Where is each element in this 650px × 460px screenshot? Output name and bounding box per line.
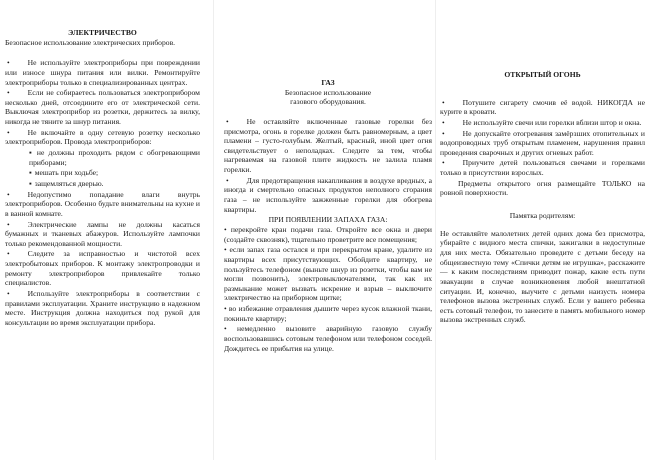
electricity-subitem: ▪ мешать при ходьбе;: [5, 168, 200, 178]
open-fire-title: ОТКРЫТЫЙ ОГОНЬ: [504, 70, 581, 79]
electricity-item: • Используйте электроприборы в соответствии с правилами эксплуатации. Храните инструкцию в надежном месте. Инструкция должна находиться под рукой для консультации во время эксплуатации прибора.: [5, 289, 200, 328]
gas-leak-item: • перекройте кран подачи газа. Откройте все окна и двери (создайте сквозняк), тщательно проветрите все помещения;: [224, 224, 432, 244]
electricity-title: ЭЛЕКТРИЧЕСТВО: [68, 28, 137, 37]
electricity-item: • Не используйте электроприборы при повреждении или износе шнура питания или вилки. Ремонтируйте электроприборы только в специализированных центрах.: [5, 58, 200, 87]
electricity-subtitle: Безопасное использование электрических приборов.: [5, 37, 176, 47]
parents-memo-text: Не оставляйте малолетних детей одних дома без присмотра, убирайте с видного места спички, зажигалки в недоступные для них места. Обязательно проведите с детьми беседу на общеизвестную тему «Спички детям не игрушка», расскажите — к каким последствиям приводит пожар, какие есть пути эвакуации в случае возникновения любой внештатной ситуации. И, конечно, выучите с детьми наизусть номера телефонов вызова экстренных служб. Если у вашего ребенка есть сотовый телефон, то занесите в память мобильного номер вызова экстренных служб.: [440, 228, 645, 325]
open-fire-item: • Не используйте свечи или горелки вблизи штор и окна.: [440, 118, 645, 128]
open-fire-item: • Приучите детей пользоваться свечами и горелками только в присутствии взрослых.: [440, 158, 645, 177]
electricity-subitem: ▪ защемляться дверью.: [5, 179, 200, 189]
parents-memo-title: Памятка родителям:: [509, 211, 576, 221]
electricity-item: • Не включайте в одну сетевую розетку несколько электроприборов. Провода электроприборов:: [5, 128, 200, 147]
gas-title: ГАЗ: [321, 78, 335, 87]
open-fire-item: • Не допускайте отогревания замёрзших отопительных и водопроводных труб открытым пламенем, нарушения правил проведения сварочных и других огневых работ.: [440, 129, 645, 158]
open-fire-column: [436, 0, 650, 460]
gas-leak-heading: ПРИ ПОЯВЛЕНИИ ЗАПАХА ГАЗА:: [268, 215, 388, 225]
electricity-subitem: ▪ не должны проходить рядом с обогревающими приборами;: [5, 148, 200, 167]
electricity-item: • Недопустимо попадание влаги внутрь электроприборов. Особенно будьте внимательны на кухне и в ванной комнате.: [5, 190, 200, 219]
electricity-item: • Если не собираетесь пользоваться электроприбором несколько дней, отсоедините его от электрической сети. Выключая электроприбор из розетки, держитесь за вилку, никогда не тяните за шнур питания.: [5, 88, 200, 127]
gas-subtitle-line2: газового оборудования.: [290, 97, 366, 107]
gas-item: • Не оставляйте включенные газовые горелки без присмотра, огонь в горелке должен быть равномерным, а цвет пламени – густо-голубым. Желтый, красный, иной цвет огня свидетельствует о неполадках. Следите за тем, чтобы нагреваемая на газовой плите жидкость не залила пламя горелки.: [224, 117, 432, 175]
electricity-item: • Следите за исправностью и чистотой всех электробытовых приборов. К монтажу электропроводки и ремонту электроприборов привлекайте только специалистов.: [5, 249, 200, 288]
open-fire-paragraph: Предметы открытого огня размещайте ТОЛЬКО на ровной поверхности.: [440, 178, 645, 198]
electricity-item: • Электрические лампы не должны касаться бумажных и тканевых абажуров. Используйте лампочки только рекомендованной мощности.: [5, 220, 200, 249]
gas-column: [222, 0, 434, 460]
open-fire-item: • Потушите сигарету смочив её водой. НИКОГДА не курите в кровати.: [440, 98, 645, 117]
electricity-column: [0, 0, 204, 460]
gas-leak-item: • немедленно вызовите аварийную газовую службу воспользовавшись сотовым телефоном или телефоном соседей. Дождитесь ее прибытия на улице.: [224, 324, 432, 353]
gas-subtitle-line1: Безопасное использование: [284, 87, 372, 97]
gas-leak-item: • если запах газа остался и при перекрытом кране, удалите из квартиры всех присутствующих. Обойдите квартиру, не пользуйтесь телефоном (выньте шнур из розетки, чтобы вам не могли позвонить), электровыключателями, так как их размыкание может вызвать искрение и взрыв – выключите электричество на приборном щитке;: [224, 245, 432, 303]
gas-leak-item: • во избежание отравления дышите через кусок влажной ткани, покиньте квартиру;: [224, 304, 432, 323]
fold-line-left: [213, 0, 214, 460]
gas-item: • Для предотвращения накапливания в воздухе вредных, а иногда и смертельно опасных продуктов неполного сгорания газа – не используйте зажженные горелки для обогрева квартиры.: [224, 176, 432, 215]
